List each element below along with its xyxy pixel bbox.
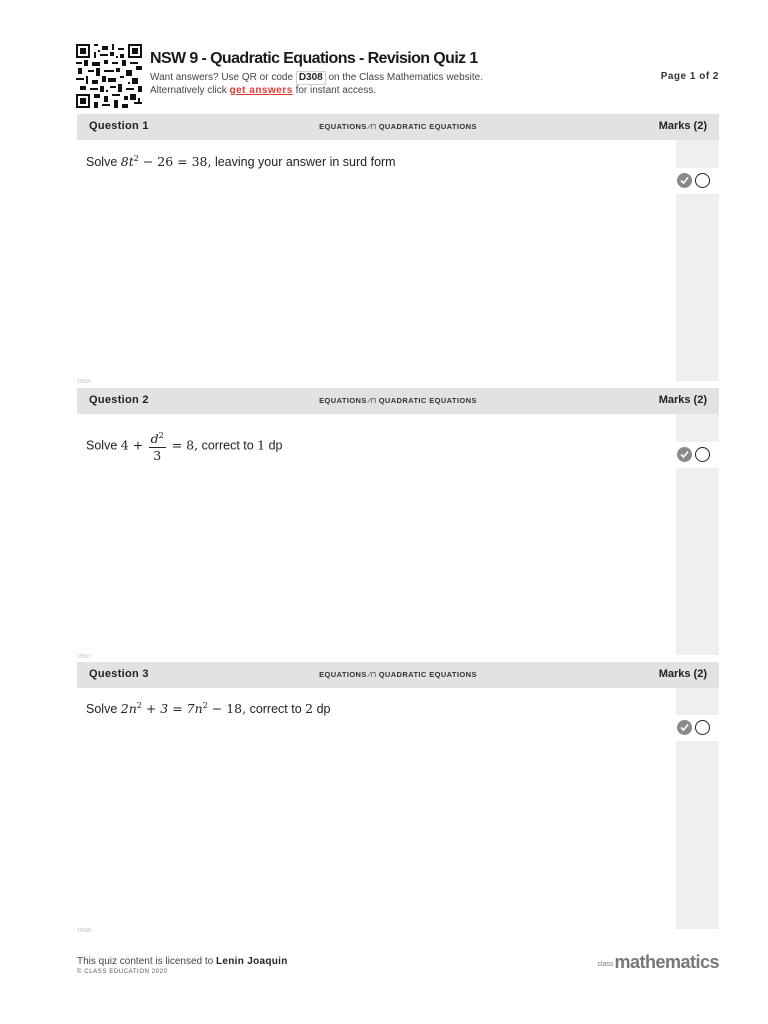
page-number: Page 1 of 2 (660, 71, 719, 82)
question-3-dp-value: 2 (305, 701, 314, 717)
question-3-exponent-2: 2 (202, 701, 208, 710)
question-2-solve: Solve (86, 438, 118, 453)
fraction-denominator: 3 (153, 448, 162, 464)
question-2-dp-value: 1 (257, 437, 266, 453)
question-1-math-rest: − 26 = 38, (138, 154, 212, 170)
question-3-text (86, 701, 330, 716)
checkmark-icon[interactable] (677, 720, 692, 735)
question-2-math-right: = 8, (167, 437, 199, 453)
question-2-id: 15567 (77, 654, 91, 660)
topic-strand: EQUATIONS (319, 396, 367, 405)
answers-code: D308 (296, 71, 326, 85)
question-2-math-left: 4 + (120, 437, 144, 453)
question-2-marks: Marks (2) (658, 394, 707, 406)
answers-instruction-suffix: on the Class Mathematics website. (328, 72, 484, 83)
question-2-topic (77, 396, 719, 405)
question-1-marking-controls (676, 168, 719, 194)
empty-circle-icon[interactable] (695, 447, 710, 462)
fraction-numerator: d (150, 431, 159, 447)
topic-separator-icon: ⁄⊓ (368, 122, 377, 131)
empty-circle-icon[interactable] (695, 173, 710, 188)
get-answers-instruction (150, 85, 376, 96)
class-mathematics-logo (597, 952, 719, 973)
question-3-exponent-1: 2 (136, 701, 142, 710)
logo-small-text: class (597, 961, 614, 968)
question-3-math-rest: − 18, (207, 701, 247, 717)
empty-circle-icon[interactable] (695, 720, 710, 735)
checkmark-icon[interactable] (677, 173, 692, 188)
license-prefix: This quiz content is licensed to (77, 956, 214, 967)
question-2-dp-label: dp (265, 438, 283, 453)
topic-strand: EQUATIONS (319, 122, 367, 131)
question-3-math-term-1: 2n (120, 701, 137, 717)
topic-substrand: QUADRATIC EQUATIONS (378, 670, 477, 679)
question-2-marking-controls (676, 442, 719, 468)
answers-instruction-prefix: Want answers? Use QR or code (150, 72, 294, 83)
question-3-instruction: correct to (246, 702, 306, 717)
question-3-topic (77, 670, 719, 679)
copyright: © CLASS EDUCATION 2020 (77, 969, 168, 975)
question-1-text (86, 154, 396, 169)
question-2-text (86, 428, 283, 464)
question-2-header (77, 388, 719, 414)
qr-code-icon[interactable] (76, 44, 142, 108)
topic-substrand: QUADRATIC EQUATIONS (378, 396, 477, 405)
topic-substrand: QUADRATIC EQUATIONS (378, 122, 477, 131)
question-1-topic (77, 122, 719, 131)
topic-separator-icon: ⁄⊓ (368, 670, 377, 679)
question-1-label: Question 1 (89, 120, 149, 132)
question-1-marks: Marks (2) (658, 120, 707, 132)
question-1-id: 15566 (77, 379, 91, 385)
fraction-exponent: 2 (158, 431, 164, 440)
question-3-label: Question 3 (89, 668, 149, 680)
licensee-name: Lenin Joaquin (215, 956, 288, 967)
question-3-marks: Marks (2) (658, 668, 707, 680)
topic-separator-icon: ⁄⊓ (368, 396, 377, 405)
question-1-math-term: 8t (120, 154, 134, 170)
get-answers-suffix: for instant access. (295, 85, 377, 96)
question-1-exponent: 2 (133, 154, 139, 163)
answers-instruction (150, 71, 483, 85)
question-3-math-mid: + 3 = 7n (141, 701, 203, 717)
question-3-header (77, 662, 719, 688)
question-2-instruction: correct to (198, 438, 258, 453)
question-3-id: 15568 (77, 928, 91, 934)
logo-big-text: mathematics (614, 952, 719, 972)
question-1-instruction: leaving your answer in surd form (211, 155, 396, 170)
question-1-solve: Solve (86, 155, 118, 170)
question-3-dp-label: dp (313, 702, 331, 717)
question-2-label: Question 2 (89, 394, 149, 406)
page-title: NSW 9 - Quadratic Equations - Revision Quiz 1 (150, 50, 478, 67)
topic-strand: EQUATIONS (319, 670, 367, 679)
question-3-marking-controls (676, 715, 719, 741)
checkmark-icon[interactable] (677, 447, 692, 462)
question-1-header (77, 114, 719, 140)
question-3-solve: Solve (86, 702, 118, 717)
license-notice (77, 956, 288, 967)
get-answers-prefix: Alternatively click (150, 85, 227, 96)
question-2-fraction (149, 428, 166, 464)
get-answers-link[interactable]: get answers (229, 85, 293, 96)
